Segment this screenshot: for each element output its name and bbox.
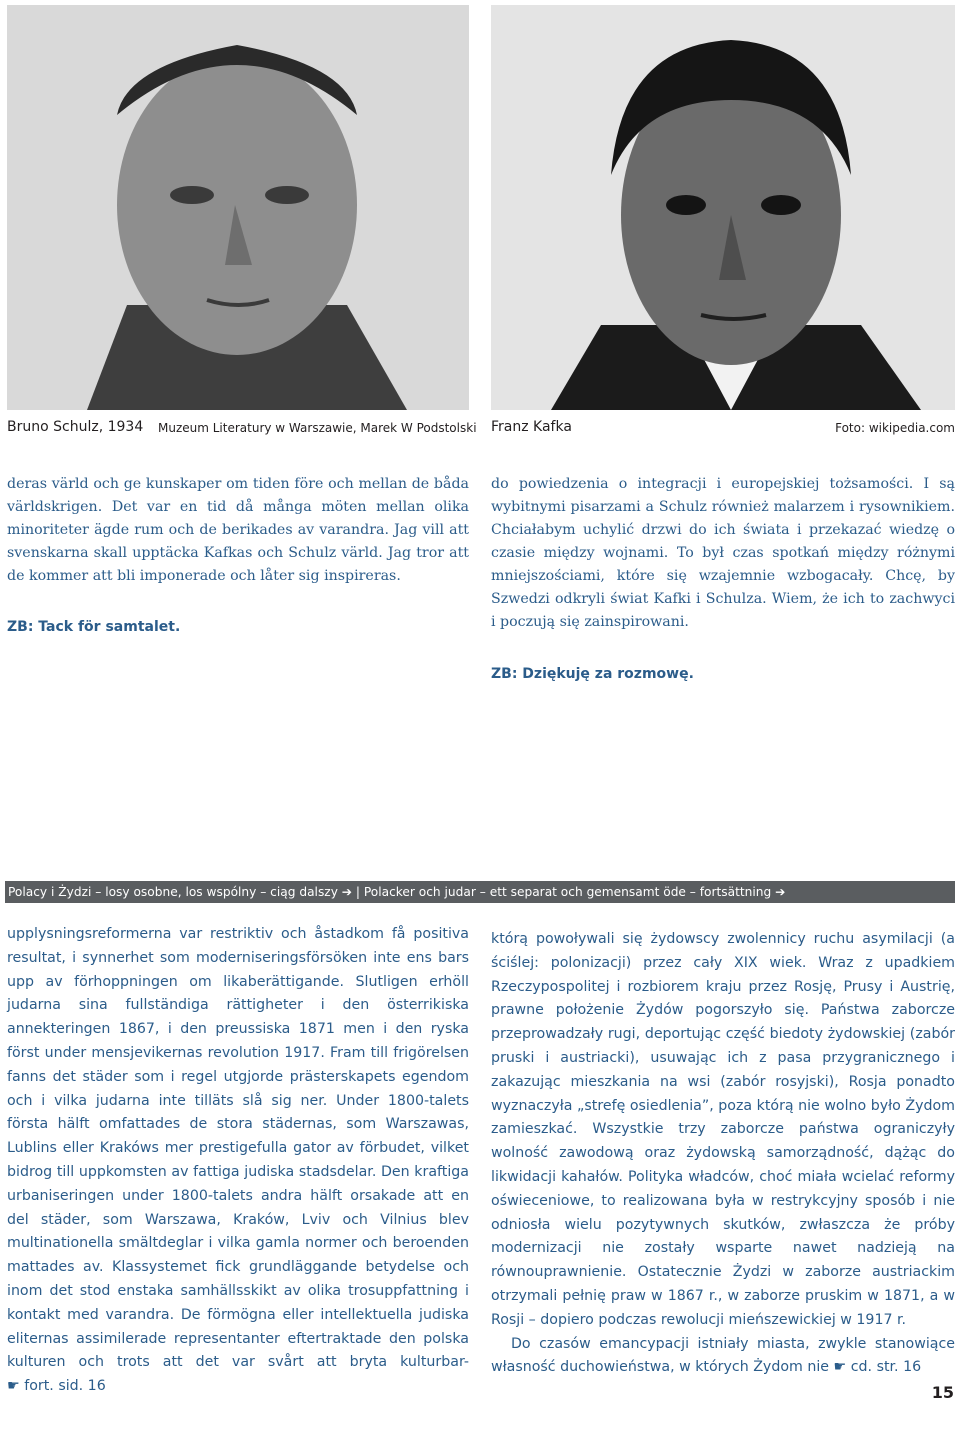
polish-closing: ZB: Dziękuję za rozmowę. xyxy=(491,666,694,682)
schulz-photo-credit: Muzeum Literatury w Warszawie, Marek W Podstolski xyxy=(158,421,477,435)
section-header-text: Polacy i Żydzi – losy osobne, los wspólny – ciąg dalszy ➔ | Polacker och judar – ett separat och gemensamt öde – fortsättning ➔ xyxy=(8,885,786,899)
polish-article-paragraph-2: Do czasów emancypacji istniały miasta, zwykle stanowiące własność duchowieństwa, w których Żydom nie xyxy=(491,1335,955,1376)
schulz-photo-caption: Bruno Schulz, 1934 xyxy=(7,419,144,435)
swedish-closing: ZB: Tack för samtalet. xyxy=(7,619,181,635)
swedish-interview-text: deras värld och ge kunskaper om tiden före och mellan de båda världskrigen. Det var en tid då många möten mellan olika minoriteter ägde rum och de berikades av varandra. Jag vill att svenskarna skall upptäcka Kafkas och Schulz värld. Jag tror att de kommer att bli imponerade och låter sig inspireras. xyxy=(7,476,469,584)
kafka-photo-credit: Foto: wikipedia.com xyxy=(835,421,955,435)
swedish-interview-end xyxy=(7,473,469,588)
polish-continued-note: ☛ cd. str. 16 xyxy=(833,1359,922,1376)
section-header-bar xyxy=(5,881,955,903)
franz-kafka-photo xyxy=(491,5,955,410)
polish-article-paragraph-1: którą powoływali się żydowscy zwolennicy ruchu asymilacji (a ściślej: polonizacji) przez cały XIX wiek. Wraz z upadkiem Rzeczypospolitej i rozbiorem kraju przez Rosję, Prusy i Austrię, prawne położenie Żydów pogorszyło się. Państwa zaborcze przeprowadzały rugi, deportując część biedoty żydowskiej (zabór pruski i austriacki), usuwając ich z pasa przygranicznego i zakazując mieszkania na wsi (zabór rosyjski), Rosja ponadto wyznaczyła „strefę osiedlenia”, poza którą nie wolno było Żydom zamieszkać. Wszystkie trzy zaborcze państwa ograniczyły wolność zawodową oraz żydowską samorządność, dążąc do likwidacji kahałów. Polityka władców, choć miała wcielać reformy oświeceniowe, to realizowana była w restrykcyjny sposób i nie odniosła wielu pozytywnych skutków, zwłaszcza że próby modernizacji nie zostały wsparte nawet nadzieją na równouprawnienie. Ostatecznie Żydzi w zaborze austriackim otrzymali pełnię praw w 1867 r., w zaborze pruskim w 1871, a w Rosji – dopiero podczas rewolucji mieńszewickiej w 1917 r. xyxy=(491,931,955,1328)
swedish-article-text: upplysningsreformerna var restriktiv och åstadkom få positiva resultat, i synnerhet som moderniseringsförsöken inte ens bars upp av förhoppningen om likaberättigande. Slutligen erhöll judarna sina fullständiga rättigheter i den österrikiska annekteringen 1867, i den preussiska 1871 men i den ryska först under mensjevikernas revolution 1917. Fram till frigörelsen fanns det städer som i regel utgjorde prästerskapets egendom och i vilka judarna inte tilläts slå sig ner. Under 1800-talets första hälft omfattades de stora städernas, som Warszawas, Lublins eller Krakóws mer prestigefulla gator av förbudet, vilket bidrog till uppkomsten av fattiga judiska stadsdelar. Den kraftiga urbaniseringen under 1800-talets andra hälft orsakade att en del städer, som Warszawa, Kraków, Lviv och Vilnius blev multinationella smältdeglar i vilka gamla normer och beroenden mattades av. Klassystemet fick grundläggande betydelse och inom det stod enstaka samhällsskikt av olika trosuppfattning i kontakt med varandra. De förmögna eller intellektuella judiska eliternas assimilerade representanter eftertraktade den polska kulturen och trots att det var svårt att bryta kulturbar- xyxy=(7,926,469,1371)
bruno-schulz-photo xyxy=(7,5,469,410)
swedish-continued-note: ☛ fort. sid. 16 xyxy=(7,1378,106,1395)
polish-interview-end xyxy=(491,473,955,634)
kafka-photo-caption: Franz Kafka xyxy=(491,419,572,435)
polish-interview-text: do powiedzenia o integracji i europejskiej tożsamości. I są wybitnymi pisarzami a Schulz również malarzem i rysownikiem. Chciałabym uchylić drzwi do ich świata i przekazać wiedzę o czasie między wojnami. To był czas spotkań między różnymi mniejszościami, które się wzajemnie wzbogacały. Chcę, by Szwedzi odkryli świat Kafki i Schulza. Wiem, że ich to zachwyci i poczują się zainspirowani. xyxy=(491,476,955,630)
polish-article xyxy=(491,928,955,1380)
swedish-article xyxy=(7,923,469,1399)
page-number: 15 xyxy=(931,1383,954,1402)
